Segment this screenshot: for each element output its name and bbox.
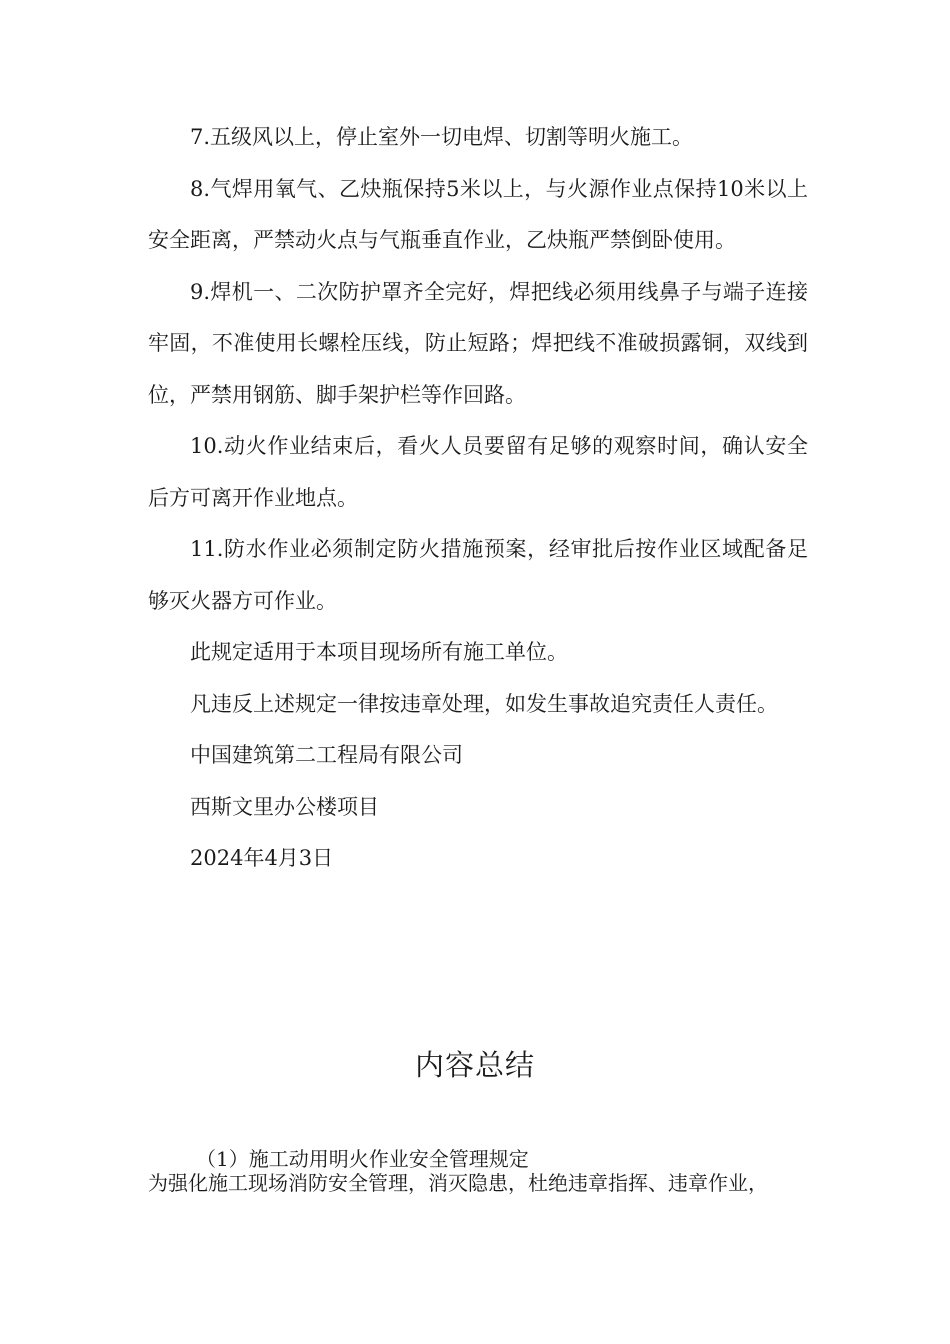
- summary-title: 内容总结: [414, 1048, 535, 1082]
- paragraph-penalty: 凡违反上述规定一律按违章处理，如发生事故追究责任人责任。: [190, 691, 778, 716]
- summary-subtitle: （1）施工动用明火作业安全管理规定: [196, 1147, 529, 1171]
- paragraph-rule-10: 10.动火作业结束后，看火人员要留有足够的观察时间，确认安全后方可离开作业地点。: [148, 434, 808, 510]
- signature-project: 西斯文里办公楼项目: [190, 794, 379, 819]
- signature-date: 2024年4月3日: [190, 846, 334, 870]
- summary-text-line: 为强化施工现场消防安全管理，消灭隐患，杜绝违章指挥、违章作业，: [148, 1171, 768, 1195]
- paragraph-scope: 此规定适用于本项目现场所有施工单位。: [190, 640, 568, 664]
- paragraph-rule-7: 7.五级风以上，停止室外一切电焊、切割等明火施工。: [190, 125, 694, 149]
- paragraph-rule-11: 11.防水作业必须制定防火措施预案，经审批后按作业区域配备足够灭火器方可作业。: [148, 537, 808, 613]
- signature-company: 中国建筑第二工程局有限公司: [190, 743, 463, 767]
- paragraph-rule-9: 9.焊机一、二次防护罩齐全完好，焊把线必须用线鼻子与端子连接牢固，不准使用长螺栓压线，防止短路；焊把线不准破损露铜，双线到位，严禁用钢筋、脚手架护栏等作回路。: [148, 279, 808, 407]
- paragraph-rule-8: 8.气焊用氧气、乙炔瓶保持5米以上，与火源作业点保持10米以上安全距离，严禁动火点与气瓶垂直作业，乙炔瓶严禁倒卧使用。: [148, 176, 808, 252]
- document-body: [148, 112, 808, 885]
